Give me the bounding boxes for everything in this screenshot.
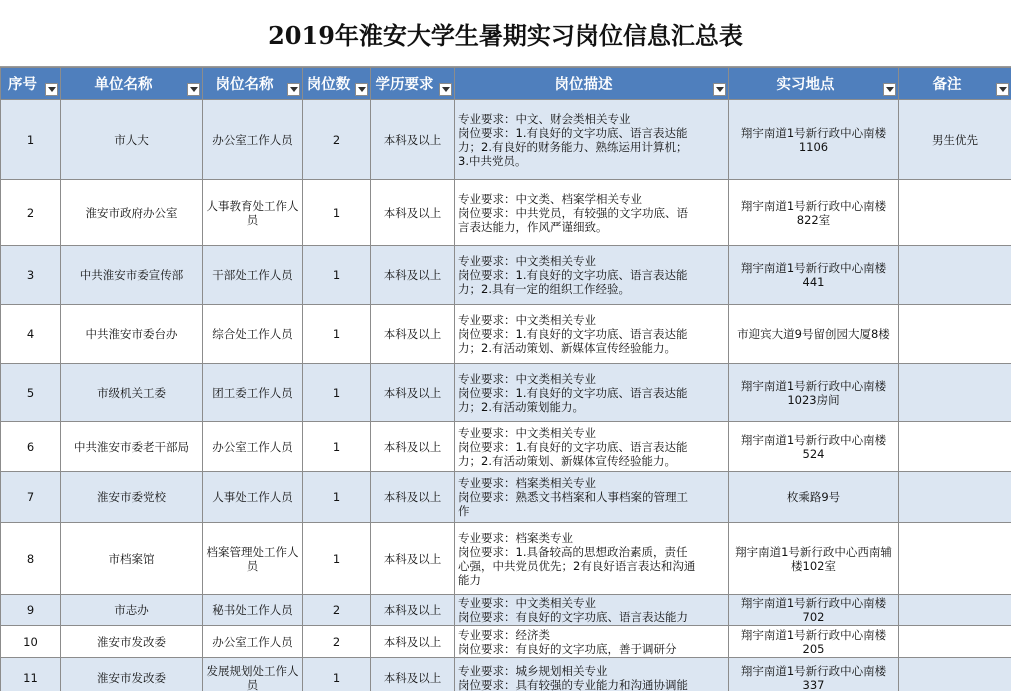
cell-no[interactable]	[1, 658, 61, 691]
cell-no-text: 2	[26, 205, 35, 220]
cell-count-text: 1	[332, 268, 341, 282]
cell-position-text: 办公室工作人员	[212, 439, 293, 454]
cell-unit-text: 淮安市委党校	[97, 490, 166, 504]
cell-location[interactable]	[729, 100, 899, 180]
desc-line: 岗位要求：1.有良好的文字功底、语言表达能	[458, 268, 688, 282]
cell-no[interactable]	[1, 472, 61, 523]
header-count: 岗位数	[303, 68, 371, 100]
filter-dropdown-icon[interactable]	[713, 83, 726, 96]
cell-count-text: 2	[332, 603, 341, 617]
table-row	[1, 100, 1011, 180]
cell-location-text: 枚乘路9号	[786, 490, 841, 504]
cell-no-text: 4	[26, 327, 35, 341]
cell-position-text: 档案管理处工作人员	[206, 544, 299, 573]
cell-count[interactable]	[303, 246, 371, 305]
desc-line: 专业要求：档案类相关专业	[458, 476, 596, 490]
cell-edu[interactable]	[371, 658, 455, 691]
desc-line: 能力	[458, 572, 481, 587]
internship-table	[0, 67, 1011, 691]
cell-no-text: 7	[26, 490, 35, 504]
cell-edu[interactable]	[371, 100, 455, 180]
desc-line: 作	[458, 504, 470, 518]
desc-line: 岗位要求：1.有良好的文字功底、语言表达能	[458, 327, 688, 341]
cell-edu-text: 本科及以上	[383, 327, 442, 341]
desc-line: 岗位要求：1.有良好的文字功底、语言表达能	[458, 125, 688, 140]
cell-location[interactable]	[729, 658, 899, 691]
cell-location[interactable]	[729, 422, 899, 472]
desc-line: 言表达能力，作风严谨细致。	[458, 219, 608, 234]
desc-line: 心强，中共党员优先；2有良好语言表达和沟通	[458, 558, 696, 573]
cell-no-text: 3	[26, 268, 35, 282]
cell-edu[interactable]	[371, 523, 455, 595]
cell-position-text: 办公室工作人员	[212, 132, 293, 147]
cell-unit-text: 淮安市政府办公室	[85, 205, 178, 220]
table-row	[1, 180, 1011, 246]
cell-no[interactable]	[1, 595, 61, 626]
cell-location[interactable]	[729, 305, 899, 364]
cell-count-text: 2	[332, 132, 341, 147]
cell-note[interactable]	[899, 422, 1011, 472]
cell-edu[interactable]	[371, 626, 455, 658]
desc-line: 岗位要求：1.有良好的文字功底、语言表达能	[458, 385, 688, 400]
cell-unit-text: 中共淮安市委台办	[85, 327, 178, 341]
cell-no[interactable]	[1, 246, 61, 305]
cell-unit-text: 市档案馆	[108, 551, 155, 566]
cell-unit[interactable]	[61, 100, 203, 180]
cell-position[interactable]	[203, 180, 303, 246]
filter-dropdown-icon[interactable]	[287, 83, 300, 96]
cell-note[interactable]	[899, 472, 1011, 523]
cell-no-text: 1	[26, 132, 35, 147]
desc-line: 力；2.有活动策划、新媒体宣传经验能力。	[458, 341, 676, 355]
header-unit: 单位名称	[61, 68, 203, 100]
cell-no[interactable]	[1, 523, 61, 595]
cell-note[interactable]	[899, 523, 1011, 595]
cell-position[interactable]	[203, 523, 303, 595]
filter-dropdown-icon[interactable]	[355, 83, 368, 96]
cell-desc[interactable]	[455, 422, 729, 472]
cell-location-text: 翔宇南道1号新行政中心南楼1106	[740, 125, 887, 154]
cell-no-text: 6	[26, 439, 35, 454]
cell-count[interactable]	[303, 626, 371, 658]
cell-unit-text: 淮安市发改委	[97, 670, 166, 685]
cell-edu[interactable]	[371, 180, 455, 246]
desc-line: 专业要求：中文类相关专业	[458, 313, 596, 327]
cell-no[interactable]	[1, 364, 61, 422]
cell-position-text: 团工委工作人员	[212, 385, 293, 400]
cell-note[interactable]	[899, 305, 1011, 364]
cell-position-text: 办公室工作人员	[212, 634, 293, 649]
cell-desc[interactable]	[455, 523, 729, 595]
desc-line: 专业要求：中文类、档案学相关专业	[458, 191, 642, 206]
cell-position[interactable]	[203, 626, 303, 658]
cell-location[interactable]	[729, 595, 899, 626]
cell-no-text: 9	[26, 603, 35, 617]
cell-count[interactable]	[303, 595, 371, 626]
cell-edu[interactable]	[371, 422, 455, 472]
desc-line: 岗位要求：熟悉文书档案和人事档案的管理工	[458, 490, 688, 504]
table-row	[1, 364, 1011, 422]
cell-location-text: 翔宇南道1号新行政中心南楼1023房间	[740, 378, 887, 407]
filter-dropdown-icon[interactable]	[45, 83, 58, 96]
desc-line: 专业要求：档案类专业	[458, 530, 573, 545]
cell-unit[interactable]	[61, 626, 203, 658]
cell-edu-text: 本科及以上	[383, 268, 442, 282]
cell-edu-text: 本科及以上	[383, 490, 442, 504]
cell-unit[interactable]	[61, 422, 203, 472]
desc-line: 专业要求：中文、财会类相关专业	[458, 111, 631, 126]
header-edu: 学历要求	[371, 68, 455, 100]
cell-desc[interactable]	[455, 658, 729, 691]
cell-count-text: 1	[332, 385, 341, 400]
header-location: 实习地点	[729, 68, 899, 100]
desc-line: 力；2.有良好的财务能力、熟练运用计算机；	[458, 139, 688, 154]
header-position: 岗位名称	[203, 68, 303, 100]
cell-edu-text: 本科及以上	[383, 603, 442, 617]
cell-location[interactable]	[729, 626, 899, 658]
header-note: 备注	[899, 68, 1011, 100]
cell-desc[interactable]	[455, 246, 729, 305]
cell-position[interactable]	[203, 422, 303, 472]
cell-edu[interactable]	[371, 364, 455, 422]
cell-edu-text: 本科及以上	[383, 439, 442, 454]
cell-count-text: 2	[332, 634, 341, 649]
cell-count[interactable]	[303, 100, 371, 180]
desc-line: 岗位要求：有良好的文字功底、语言表达能力	[458, 610, 688, 624]
cell-edu[interactable]	[371, 595, 455, 626]
desc-line: 专业要求：中文类相关专业	[458, 254, 596, 268]
cell-edu[interactable]	[371, 305, 455, 364]
desc-line: 岗位要求：中共党员，有较强的文字功底、语	[458, 205, 688, 220]
cell-no-text: 10	[23, 634, 38, 649]
cell-position[interactable]	[203, 472, 303, 523]
table-row	[1, 422, 1011, 472]
cell-desc[interactable]	[455, 305, 729, 364]
cell-position[interactable]	[203, 305, 303, 364]
cell-note[interactable]	[899, 626, 1011, 658]
table-row	[1, 658, 1011, 691]
cell-location-text: 翔宇南道1号新行政中心南楼822室	[740, 198, 887, 227]
cell-desc[interactable]	[455, 626, 729, 658]
cell-location[interactable]	[729, 523, 899, 595]
cell-desc[interactable]	[455, 180, 729, 246]
cell-location-text: 翔宇南道1号新行政中心南楼205	[740, 627, 887, 656]
filter-dropdown-icon[interactable]	[996, 83, 1009, 96]
cell-note[interactable]	[899, 658, 1011, 691]
cell-unit-text: 中共淮安市委宣传部	[79, 268, 184, 282]
cell-count[interactable]	[303, 364, 371, 422]
table-row	[1, 595, 1011, 626]
cell-count[interactable]	[303, 658, 371, 691]
desc-line: 专业要求：经济类	[458, 627, 550, 642]
cell-note-text: 男生优先	[932, 132, 978, 147]
table-row	[1, 246, 1011, 305]
table-row	[1, 626, 1011, 658]
cell-location-text: 翔宇南道1号新行政中心南楼524	[740, 432, 887, 461]
cell-count-text: 1	[332, 670, 341, 685]
header-row	[1, 68, 1011, 100]
desc-line: 3.中共党员。	[458, 153, 527, 168]
cell-count[interactable]	[303, 472, 371, 523]
cell-position[interactable]	[203, 246, 303, 305]
cell-location-text: 翔宇南道1号新行政中心南楼337	[740, 663, 887, 691]
cell-unit-text: 中共淮安市委老干部局	[74, 439, 189, 454]
cell-position-text: 秘书处工作人员	[212, 603, 293, 617]
cell-position-text: 发展规划处工作人员	[206, 663, 299, 691]
cell-edu[interactable]	[371, 246, 455, 305]
cell-position[interactable]	[203, 100, 303, 180]
desc-line: 专业要求：中文类相关专业	[458, 425, 596, 440]
cell-no[interactable]	[1, 305, 61, 364]
cell-desc[interactable]	[455, 472, 729, 523]
cell-unit[interactable]	[61, 472, 203, 523]
cell-count-text: 1	[332, 490, 341, 504]
table-row	[1, 305, 1011, 364]
cell-edu-text: 本科及以上	[383, 205, 442, 220]
cell-edu-text: 本科及以上	[383, 551, 442, 566]
cell-position-text: 人事教育处工作人员	[206, 198, 299, 227]
cell-unit-text: 淮安市发改委	[97, 634, 166, 649]
desc-line: 岗位要求：有良好的文字功底，善于调研分	[458, 641, 677, 656]
desc-line: 力；2.有活动策划能力。	[458, 399, 584, 414]
header-no: 序号	[1, 68, 61, 100]
desc-line: 专业要求：中文类相关专业	[458, 596, 596, 610]
cell-edu-text: 本科及以上	[383, 670, 442, 685]
cell-note[interactable]	[899, 595, 1011, 626]
cell-unit[interactable]	[61, 595, 203, 626]
cell-no[interactable]	[1, 180, 61, 246]
table-row	[1, 472, 1011, 523]
cell-no[interactable]	[1, 626, 61, 658]
filter-dropdown-icon[interactable]	[883, 83, 896, 96]
cell-no-text: 5	[26, 385, 35, 400]
cell-location-text: 市迎宾大道9号留创园大厦8楼	[737, 327, 890, 341]
desc-line: 力；2.具有一定的组织工作经验。	[458, 282, 630, 296]
cell-position-text: 综合处工作人员	[212, 327, 293, 341]
sheet-title: 2019年淮安大学生暑期实习岗位信息汇总表	[0, 0, 1011, 67]
filter-dropdown-icon[interactable]	[439, 83, 452, 96]
header-desc: 岗位描述	[455, 68, 729, 100]
cell-edu-text: 本科及以上	[383, 385, 442, 400]
cell-location-text: 翔宇南道1号新行政中心南楼441	[740, 261, 887, 289]
desc-line: 专业要求：中文类相关专业	[458, 371, 596, 386]
cell-note[interactable]	[899, 364, 1011, 422]
cell-unit-text: 市志办	[114, 603, 149, 617]
desc-line: 专业要求：城乡规划相关专业	[458, 663, 608, 678]
cell-location[interactable]	[729, 364, 899, 422]
cell-position-text: 人事处工作人员	[212, 490, 293, 504]
table-row	[1, 523, 1011, 595]
cell-no-text: 8	[26, 551, 35, 566]
cell-location-text: 翔宇南道1号新行政中心南楼702	[740, 596, 887, 624]
desc-line: 岗位要求：具有较强的专业能力和沟通协调能	[458, 677, 688, 691]
cell-count[interactable]	[303, 422, 371, 472]
desc-line: 岗位要求：1.有良好的文字功底、语言表达能	[458, 439, 688, 454]
desc-line: 岗位要求：1.具备较高的思想政治素质，责任	[458, 544, 688, 559]
desc-line: 力；2.有活动策划、新媒体宣传经验能力。	[458, 453, 676, 468]
cell-unit[interactable]	[61, 305, 203, 364]
cell-unit[interactable]	[61, 658, 203, 691]
cell-position-text: 干部处工作人员	[212, 268, 293, 282]
cell-unit[interactable]	[61, 180, 203, 246]
cell-note[interactable]	[899, 180, 1011, 246]
cell-position[interactable]	[203, 595, 303, 626]
cell-location[interactable]	[729, 180, 899, 246]
cell-edu-text: 本科及以上	[383, 634, 442, 649]
cell-count-text: 1	[332, 551, 341, 566]
cell-note[interactable]	[899, 100, 1011, 180]
cell-count-text: 1	[332, 327, 341, 341]
cell-location[interactable]	[729, 472, 899, 523]
cell-count[interactable]	[303, 523, 371, 595]
cell-unit-text: 市人大	[114, 132, 149, 147]
cell-location-text: 翔宇南道1号新行政中心西南辅楼102室	[735, 544, 892, 573]
cell-no[interactable]	[1, 100, 61, 180]
cell-unit[interactable]	[61, 364, 203, 422]
cell-edu[interactable]	[371, 472, 455, 523]
cell-no[interactable]	[1, 422, 61, 472]
cell-note[interactable]	[899, 246, 1011, 305]
cell-desc[interactable]	[455, 364, 729, 422]
cell-unit[interactable]	[61, 246, 203, 305]
cell-count-text: 1	[332, 205, 341, 220]
cell-position[interactable]	[203, 658, 303, 691]
cell-count[interactable]	[303, 305, 371, 364]
cell-no-text: 11	[23, 670, 38, 685]
cell-position[interactable]	[203, 364, 303, 422]
cell-desc[interactable]	[455, 595, 729, 626]
cell-count-text: 1	[332, 439, 341, 454]
cell-unit[interactable]	[61, 523, 203, 595]
cell-location[interactable]	[729, 246, 899, 305]
filter-dropdown-icon[interactable]	[187, 83, 200, 96]
cell-count[interactable]	[303, 180, 371, 246]
cell-edu-text: 本科及以上	[383, 132, 442, 147]
cell-desc[interactable]	[455, 100, 729, 180]
cell-unit-text: 市级机关工委	[97, 385, 166, 400]
